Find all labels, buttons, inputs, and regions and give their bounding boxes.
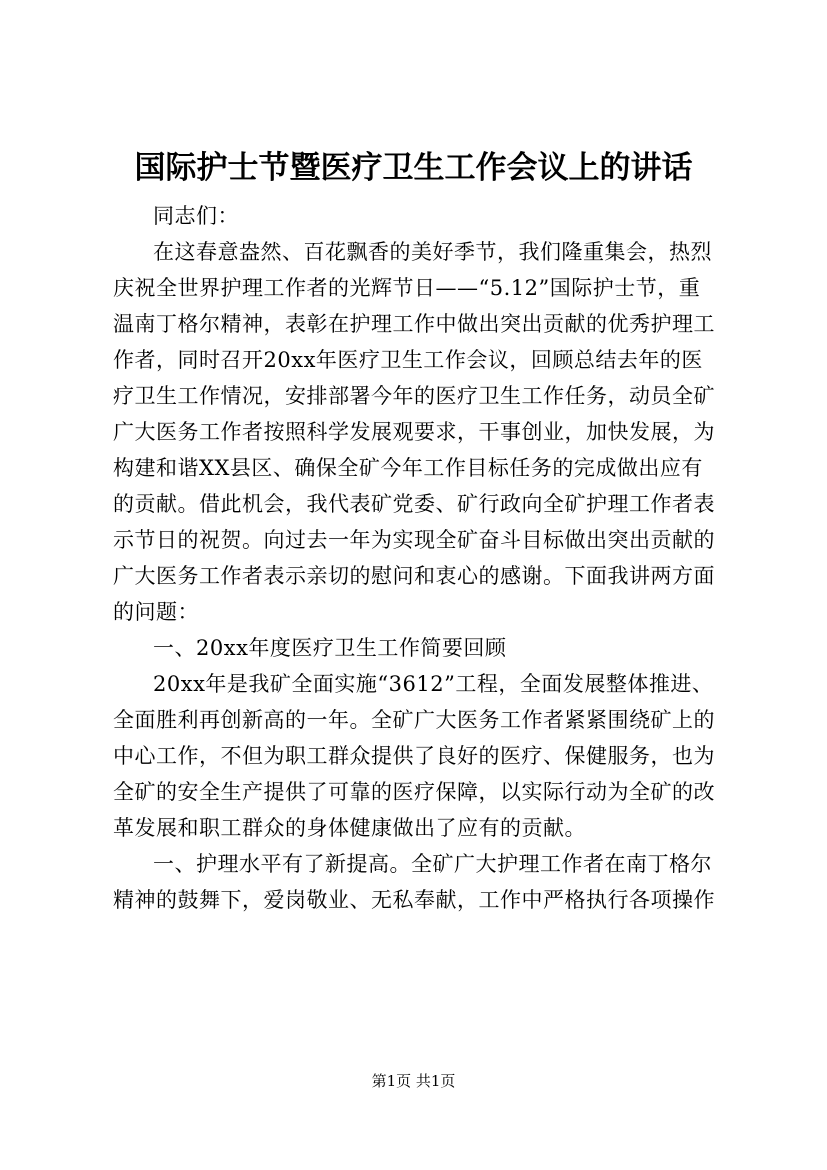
paragraph-line: 全矿的安全生产提供了可靠的医疗保障，以实际行动为全矿的改 (113, 780, 715, 804)
salutation-line: 同志们： (153, 204, 239, 228)
paragraph-line: 温南丁格尔精神，表彰在护理工作中做出突出贡献的优秀护理工 (113, 312, 715, 336)
paragraph-line: 一、护理水平有了新提高。全矿广大护理工作者在南丁格尔 (153, 852, 712, 876)
section-heading: 一、20xx年度医疗卫生工作简要回顾 (153, 636, 507, 660)
paragraph-line: 示节日的祝贺。向过去一年为实现全矿奋斗目标做出突出贡献的 (113, 528, 715, 552)
document-body (113, 198, 743, 918)
paragraph-line: 全面胜利再创新高的一年。全矿广大医务工作者紧紧围绕矿上的 (113, 708, 715, 732)
paragraph-line: 革发展和职工群众的身体健康做出了应有的贡献。 (113, 816, 586, 840)
paragraph-line: 20xx年是我矿全面实施“3612”工程，全面发展整体推进、 (153, 672, 714, 696)
paragraph-line: 的贡献。借此机会，我代表矿党委、矿行政向全矿护理工作者表 (113, 492, 715, 516)
paragraph-line: 在这春意盎然、百花飘香的美好季节，我们隆重集会，热烈 (153, 240, 712, 264)
paragraph-line: 疗卫生工作情况，安排部署今年的医疗卫生工作任务，动员全矿 (113, 384, 715, 408)
paragraph-line: 精神的鼓舞下，爱岗敬业、无私奉献，工作中严格执行各项操作 (113, 888, 715, 912)
paragraph-line: 作者，同时召开20xx年医疗卫生工作会议，回顾总结去年的医 (113, 348, 703, 372)
page-number-footer: 第1页 共1页 (371, 1072, 456, 1090)
paragraph-line: 广大医务工作者表示亲切的慰问和衷心的感谢。下面我讲两方面 (113, 564, 715, 588)
document-title: 国际护士节暨医疗卫生工作会议上的讲话 (134, 150, 693, 186)
paragraph-line: 构建和谐XX县区、确保全矿今年工作目标任务的完成做出应有 (113, 456, 703, 480)
paragraph-line: 中心工作，不但为职工群众提供了良好的医疗、保健服务，也为 (113, 744, 715, 768)
paragraph-line: 庆祝全世界护理工作者的光辉节日——“5.12”国际护士节，重 (113, 276, 701, 300)
paragraph-line: 广大医务工作者按照科学发展观要求，干事创业，加快发展，为 (113, 420, 715, 444)
paragraph-line: 的问题： (113, 600, 199, 624)
